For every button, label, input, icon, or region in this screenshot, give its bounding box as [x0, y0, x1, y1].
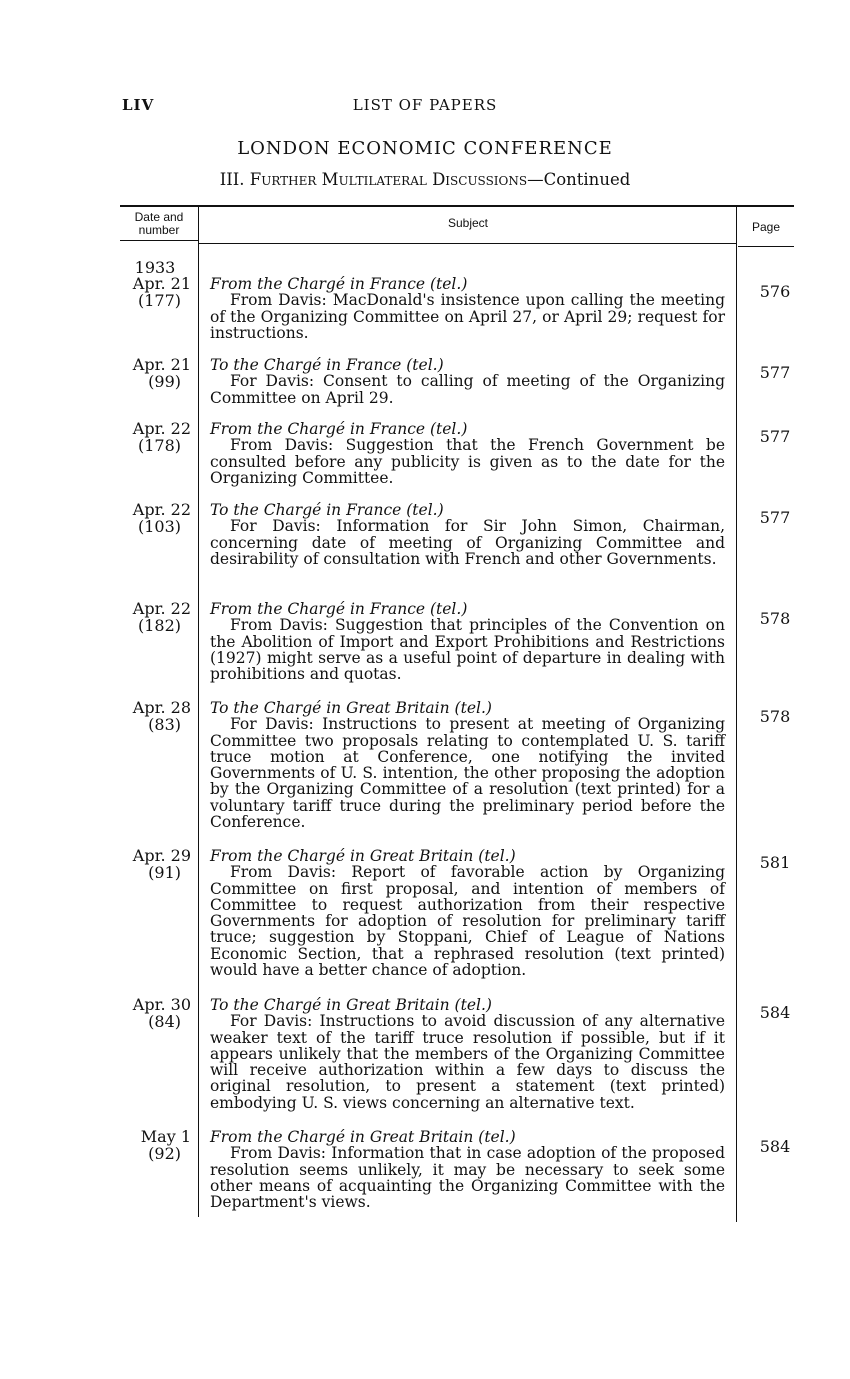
- entry-subject: [210, 357, 725, 406]
- entry-number: (84): [148, 1011, 181, 1031]
- table-top-rule: [120, 205, 794, 207]
- entry-sender: To the Chargé in Great Britain (tel.): [210, 699, 492, 717]
- entry-sender: From the Chargé in France (tel.): [210, 600, 468, 618]
- entry-sender: To the Chargé in France (tel.): [210, 356, 444, 374]
- page-folio: LIV: [122, 96, 155, 114]
- entry-date: [115, 997, 191, 1030]
- entry-subject: [210, 1129, 725, 1210]
- entry-date-text: May 1: [140, 1127, 191, 1146]
- entry-date-text: Apr. 30: [132, 995, 191, 1014]
- entry-sender: To the Chargé in France (tel.): [210, 501, 444, 519]
- entry-summary: From Davis: Suggestion that principles of the Convention on the Abolition of Import and Export Prohibitions and Restrictions (1927) might serve as a useful point of departure in dealing with prohibitions and quotas.: [210, 616, 725, 684]
- entry-page-number: 584: [759, 1137, 791, 1156]
- date-column-header-line1: Date and: [134, 210, 184, 224]
- entry-date-text: Apr. 22: [132, 419, 191, 438]
- page-header-rule: [738, 246, 794, 247]
- year-label: 1933: [134, 258, 176, 277]
- running-head: LIST OF PAPERS: [352, 96, 498, 114]
- entry-page-number: 576: [759, 282, 791, 301]
- entry-sender: To the Chargé in Great Britain (tel.): [210, 996, 492, 1014]
- section-title: [0, 170, 850, 189]
- entry-summary: For Davis: Consent to calling of meeting of the Organizing Committee on April 29.: [210, 372, 725, 407]
- entry-date: [115, 357, 191, 390]
- entry-summary: From Davis: Information that in case adoption of the proposed resolution seems unlikely, it may be necessary to seek some other means of acquainting the Organizing Committee with the Department's views.: [210, 1144, 725, 1212]
- entry-page-number: 577: [759, 363, 791, 382]
- entry-date: [115, 421, 191, 454]
- entry-date-text: Apr. 21: [132, 355, 191, 374]
- date-column-header-line2: number: [138, 223, 180, 237]
- entry-date: [115, 700, 191, 733]
- entry-date-text: Apr. 22: [132, 500, 191, 519]
- subject-header-rule: [199, 243, 737, 244]
- entry-page-number: 578: [759, 707, 791, 726]
- date-header-rule: [120, 240, 198, 241]
- entry-date-text: Apr. 22: [132, 599, 191, 618]
- entry-number: (83): [148, 714, 181, 734]
- entry-number: (91): [148, 862, 181, 882]
- entry-page-number: 581: [759, 853, 791, 872]
- entry-subject: [210, 601, 725, 682]
- entry-subject: [210, 700, 725, 830]
- entry-number: (92): [148, 1143, 181, 1163]
- entry-subject: [210, 421, 725, 486]
- entry-date: [115, 502, 191, 535]
- entry-subject: [210, 997, 725, 1111]
- page-column-header: Page: [751, 220, 781, 234]
- section-name: Further Multilateral Discussions: [249, 170, 528, 189]
- entry-summary: For Davis: Instructions to avoid discussion of any alternative weaker text of the tariff truce resolution if possible, but if it appears unlikely that the members of the Organizing Committee will receive authorization within a few days to discuss the original resolution, to present a statement (text printed) embodying U. S. views concerning an alternative text.: [210, 1012, 725, 1112]
- entry-date: [115, 276, 191, 309]
- entry-subject: [210, 502, 725, 567]
- page-column-divider: [736, 205, 737, 1222]
- entry-date: [115, 601, 191, 634]
- entry-sender: From the Chargé in France (tel.): [210, 275, 468, 293]
- entry-date-text: Apr. 28: [132, 698, 191, 717]
- entry-summary: For Davis: Information for Sir John Simon, Chairman, concerning date of meeting of Organizing Committee and desirability of consultation with French and other Governments.: [210, 517, 725, 568]
- entry-number: (182): [137, 615, 181, 635]
- entry-page-number: 584: [759, 1003, 791, 1022]
- entry-date: [115, 1129, 191, 1162]
- date-column-header: [120, 211, 198, 237]
- entry-sender: From the Chargé in Great Britain (tel.): [210, 847, 516, 865]
- entry-summary: From Davis: MacDonald's insistence upon calling the meeting of the Organizing Committee on April 27, or April 29; request for instructions.: [210, 291, 725, 342]
- entry-page-number: 578: [759, 609, 791, 628]
- entry-subject: [210, 276, 725, 341]
- date-column-divider: [198, 205, 199, 1217]
- entry-summary: For Davis: Instructions to present at meeting of Organizing Committee two proposals relating to contemplated U. S. tariff truce motion at Conference, one notifying the invited Governments of U. S. intention, the other proposing the adoption by the Organizing Committee of a resolution (text printed) for a voluntary tariff truce during the preliminary period before the Conference.: [210, 715, 725, 832]
- entry-date-text: Apr. 21: [132, 274, 191, 293]
- entry-summary: From Davis: Suggestion that the French Government be consulted before any publicity is given as to the date for the Organizing Committee.: [210, 436, 725, 487]
- entry-sender: From the Chargé in France (tel.): [210, 420, 468, 438]
- conference-title: LONDON ECONOMIC CONFERENCE: [237, 138, 613, 159]
- entry-date: [115, 848, 191, 881]
- entry-number: (103): [137, 516, 181, 536]
- entry-page-number: 577: [759, 508, 791, 527]
- entry-sender: From the Chargé in Great Britain (tel.): [210, 1128, 516, 1146]
- subject-column-header: Subject: [447, 216, 489, 230]
- entry-date-text: Apr. 29: [132, 846, 191, 865]
- section-suffix: —Continued: [527, 170, 631, 189]
- entry-number: (177): [137, 290, 181, 310]
- section-numeral: III.: [219, 170, 245, 189]
- entry-number: (99): [148, 371, 181, 391]
- entry-subject: [210, 848, 725, 978]
- entry-summary: From Davis: Report of favorable action by Organizing Committee on first proposal, and intention of members of Committee to request authorization from their respective Governments for adoption of resolution for preliminary tariff truce; suggestion by Stoppani, Chief of League of Nations Economic Section, that a rephrased resolution (text printed) would have a better chance of adoption.: [210, 863, 725, 980]
- entry-page-number: 577: [759, 427, 791, 446]
- entry-number: (178): [137, 435, 181, 455]
